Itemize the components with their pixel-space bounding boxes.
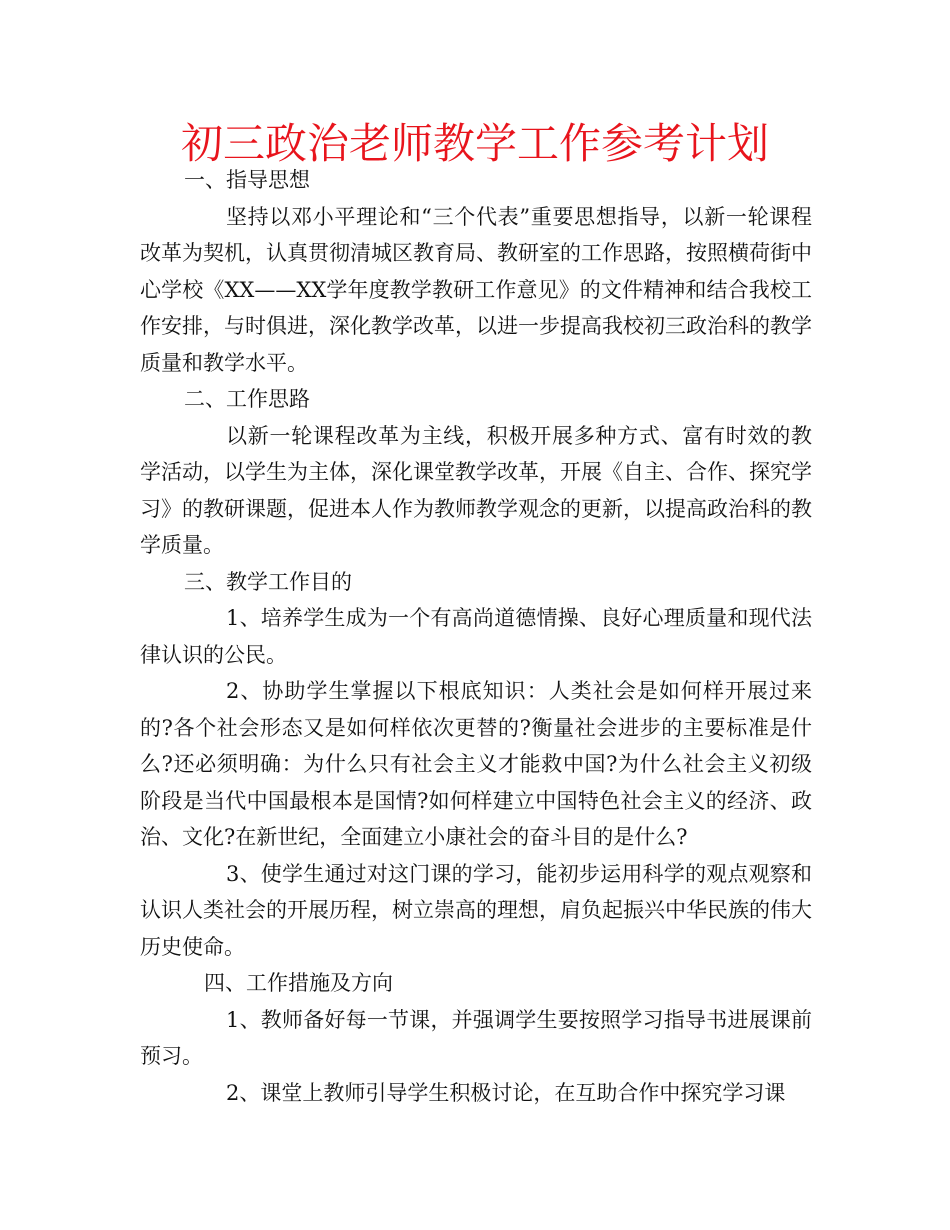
body-paragraph: 3、使学生通过对这门课的学习，能初步运用科学的观点观察和认识人类社会的开展历程，树立崇高的理想，肩负起振兴中华民族的伟大历史使命。: [140, 861, 812, 959]
document-title: 初三政治老师教学工作参考计划: [180, 119, 769, 168]
body-paragraph: 以新一轮课程改革为主线，积极开展多种方式、富有时效的教学活动，以学生为主体，深化课堂教学改革，开展《自主、合作、探究学习》的教研课题，促进本人作为教师教学观念的更新，以提高政治科的教学质量。: [140, 423, 812, 557]
body-paragraph: 2、课堂上教师引导学生积极讨论，在互助合作中探究学习课: [226, 1080, 786, 1105]
body-paragraph: 1、教师备好每一节课，并强调学生要按照学习指导书进展课前预习。: [140, 1007, 812, 1068]
document-body: [140, 162, 812, 1111]
section-heading: 三、教学工作目的: [184, 569, 352, 594]
section-heading: 一、指导思想: [184, 168, 310, 192]
body-paragraph: 坚持以邓小平理论和“三个代表”重要思想指导，以新一轮课程改革为契机，认真贯彻清城区教育局、教研室的工作思路，按照横荷街中心学校《XX——XX学年度教学教研工作意见》的文件精神和结合我校工作安排，与时俱进，深化教学改革，以进一步提高我校初三政治科的教学质量和教学水平。: [140, 204, 812, 375]
section-heading: 四、工作措施及方向: [204, 971, 393, 995]
body-paragraph: 2、协助学生掌握以下根底知识：人类社会是如何样开展过来的?各个社会形态又是如何样依次更替的?衡量社会进步的主要标准是什么?还必须明确：为什么只有社会主义才能救中国?为什么社会主义初级阶段是当代中国最根本是国情?如何样建立中国特色社会主义的经济、政治、文化?在新世纪，全面建立小康社会的奋斗目的是什么?: [140, 679, 812, 849]
body-paragraph: 1、培养学生成为一个有高尚道德情操、良好心理质量和现代法律认识的公民。: [140, 606, 812, 667]
section-heading: 二、工作思路: [184, 387, 310, 411]
